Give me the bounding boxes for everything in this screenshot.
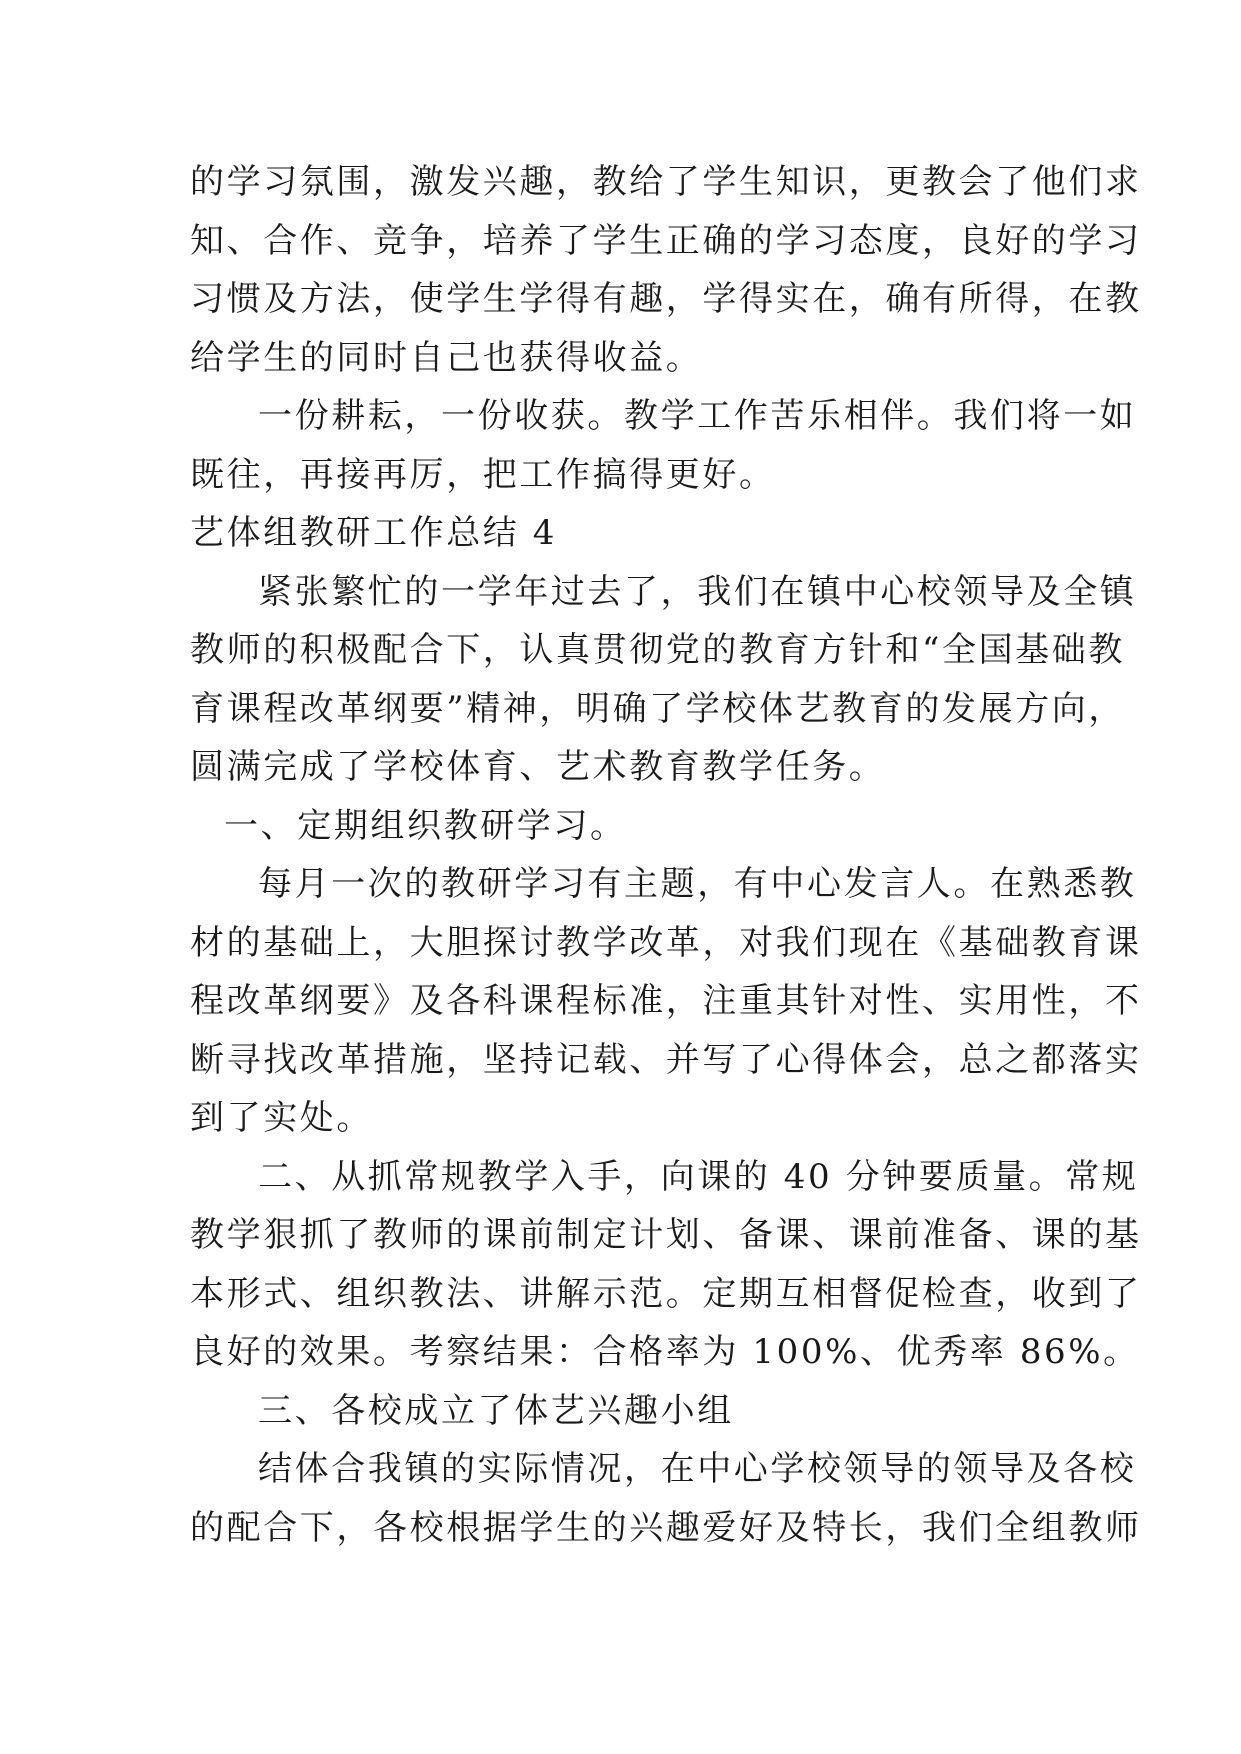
text-line: 知、合作、竞争，培养了学生正确的学习态度，良好的学习	[190, 220, 1142, 261]
text-line: 断寻找改革措施，坚持记载、并写了心得体会，总之都落实	[190, 1039, 1142, 1080]
text-line: 教学狠抓了教师的课前制定计划、备课、课前准备、课的基	[190, 1215, 1142, 1255]
text-line: 给学生的同时自己也获得收益。	[190, 337, 703, 378]
text-line: 良好的效果。考察结果：合格率为 100%、优秀率 86%。	[190, 1332, 1140, 1372]
text-line: 既往，再接再厉，把工作搞得更好。	[190, 454, 776, 495]
subsection-heading: 三、各校成立了体艺兴趣小组	[258, 1390, 734, 1431]
subsection-heading: 一、定期组织教研学习。	[224, 805, 627, 846]
text-line: 育课程改革纲要”精神，明确了学校体艺教育的发展方向，	[190, 688, 1125, 729]
text-line: 紧张繁忙的一学年过去了，我们在镇中心校领导及全镇	[258, 571, 1137, 612]
text-line: 结体合我镇的实际情况，在中心学校领导的领导及各校	[258, 1449, 1137, 1489]
text-line: 每月一次的教研学习有主题，有中心发言人。在熟悉教	[258, 864, 1137, 904]
text-line: 教师的积极配合下，认真贯彻党的教育方针和“全国基础教	[190, 630, 1125, 670]
text-line: 圆满完成了学校体育、艺术教育教学任务。	[190, 747, 886, 787]
text-line: 材的基础上，大胆探讨教学改革，对我们现在《基础教育课	[190, 922, 1142, 963]
text-line: 一份耕耘，一份收获。教学工作苦乐相伴。我们将一如	[258, 396, 1137, 436]
text-line: 习惯及方法，使学生学得有趣，学得实在，确有所得，在教	[190, 279, 1142, 319]
text-line: 到了实处。	[190, 1098, 373, 1138]
text-line: 本形式、组织教法、讲解示范。定期互相督促检查，收到了	[190, 1273, 1142, 1314]
text-line: 二、从抓常规教学入手，向课的 40 分钟要质量。常规	[258, 1156, 1139, 1197]
document-body	[190, 153, 1142, 1557]
text-line: 的配合下，各校根据学生的兴趣爱好及特长，我们全组教师	[190, 1507, 1142, 1548]
text-line: 的学习氛围，激发兴趣，教给了学生知识，更教会了他们求	[190, 162, 1142, 202]
section-heading: 艺体组教研工作总结 4	[190, 513, 558, 553]
text-line: 程改革纲要》及各科课程标准，注重其针对性、实用性，不	[190, 981, 1142, 1021]
